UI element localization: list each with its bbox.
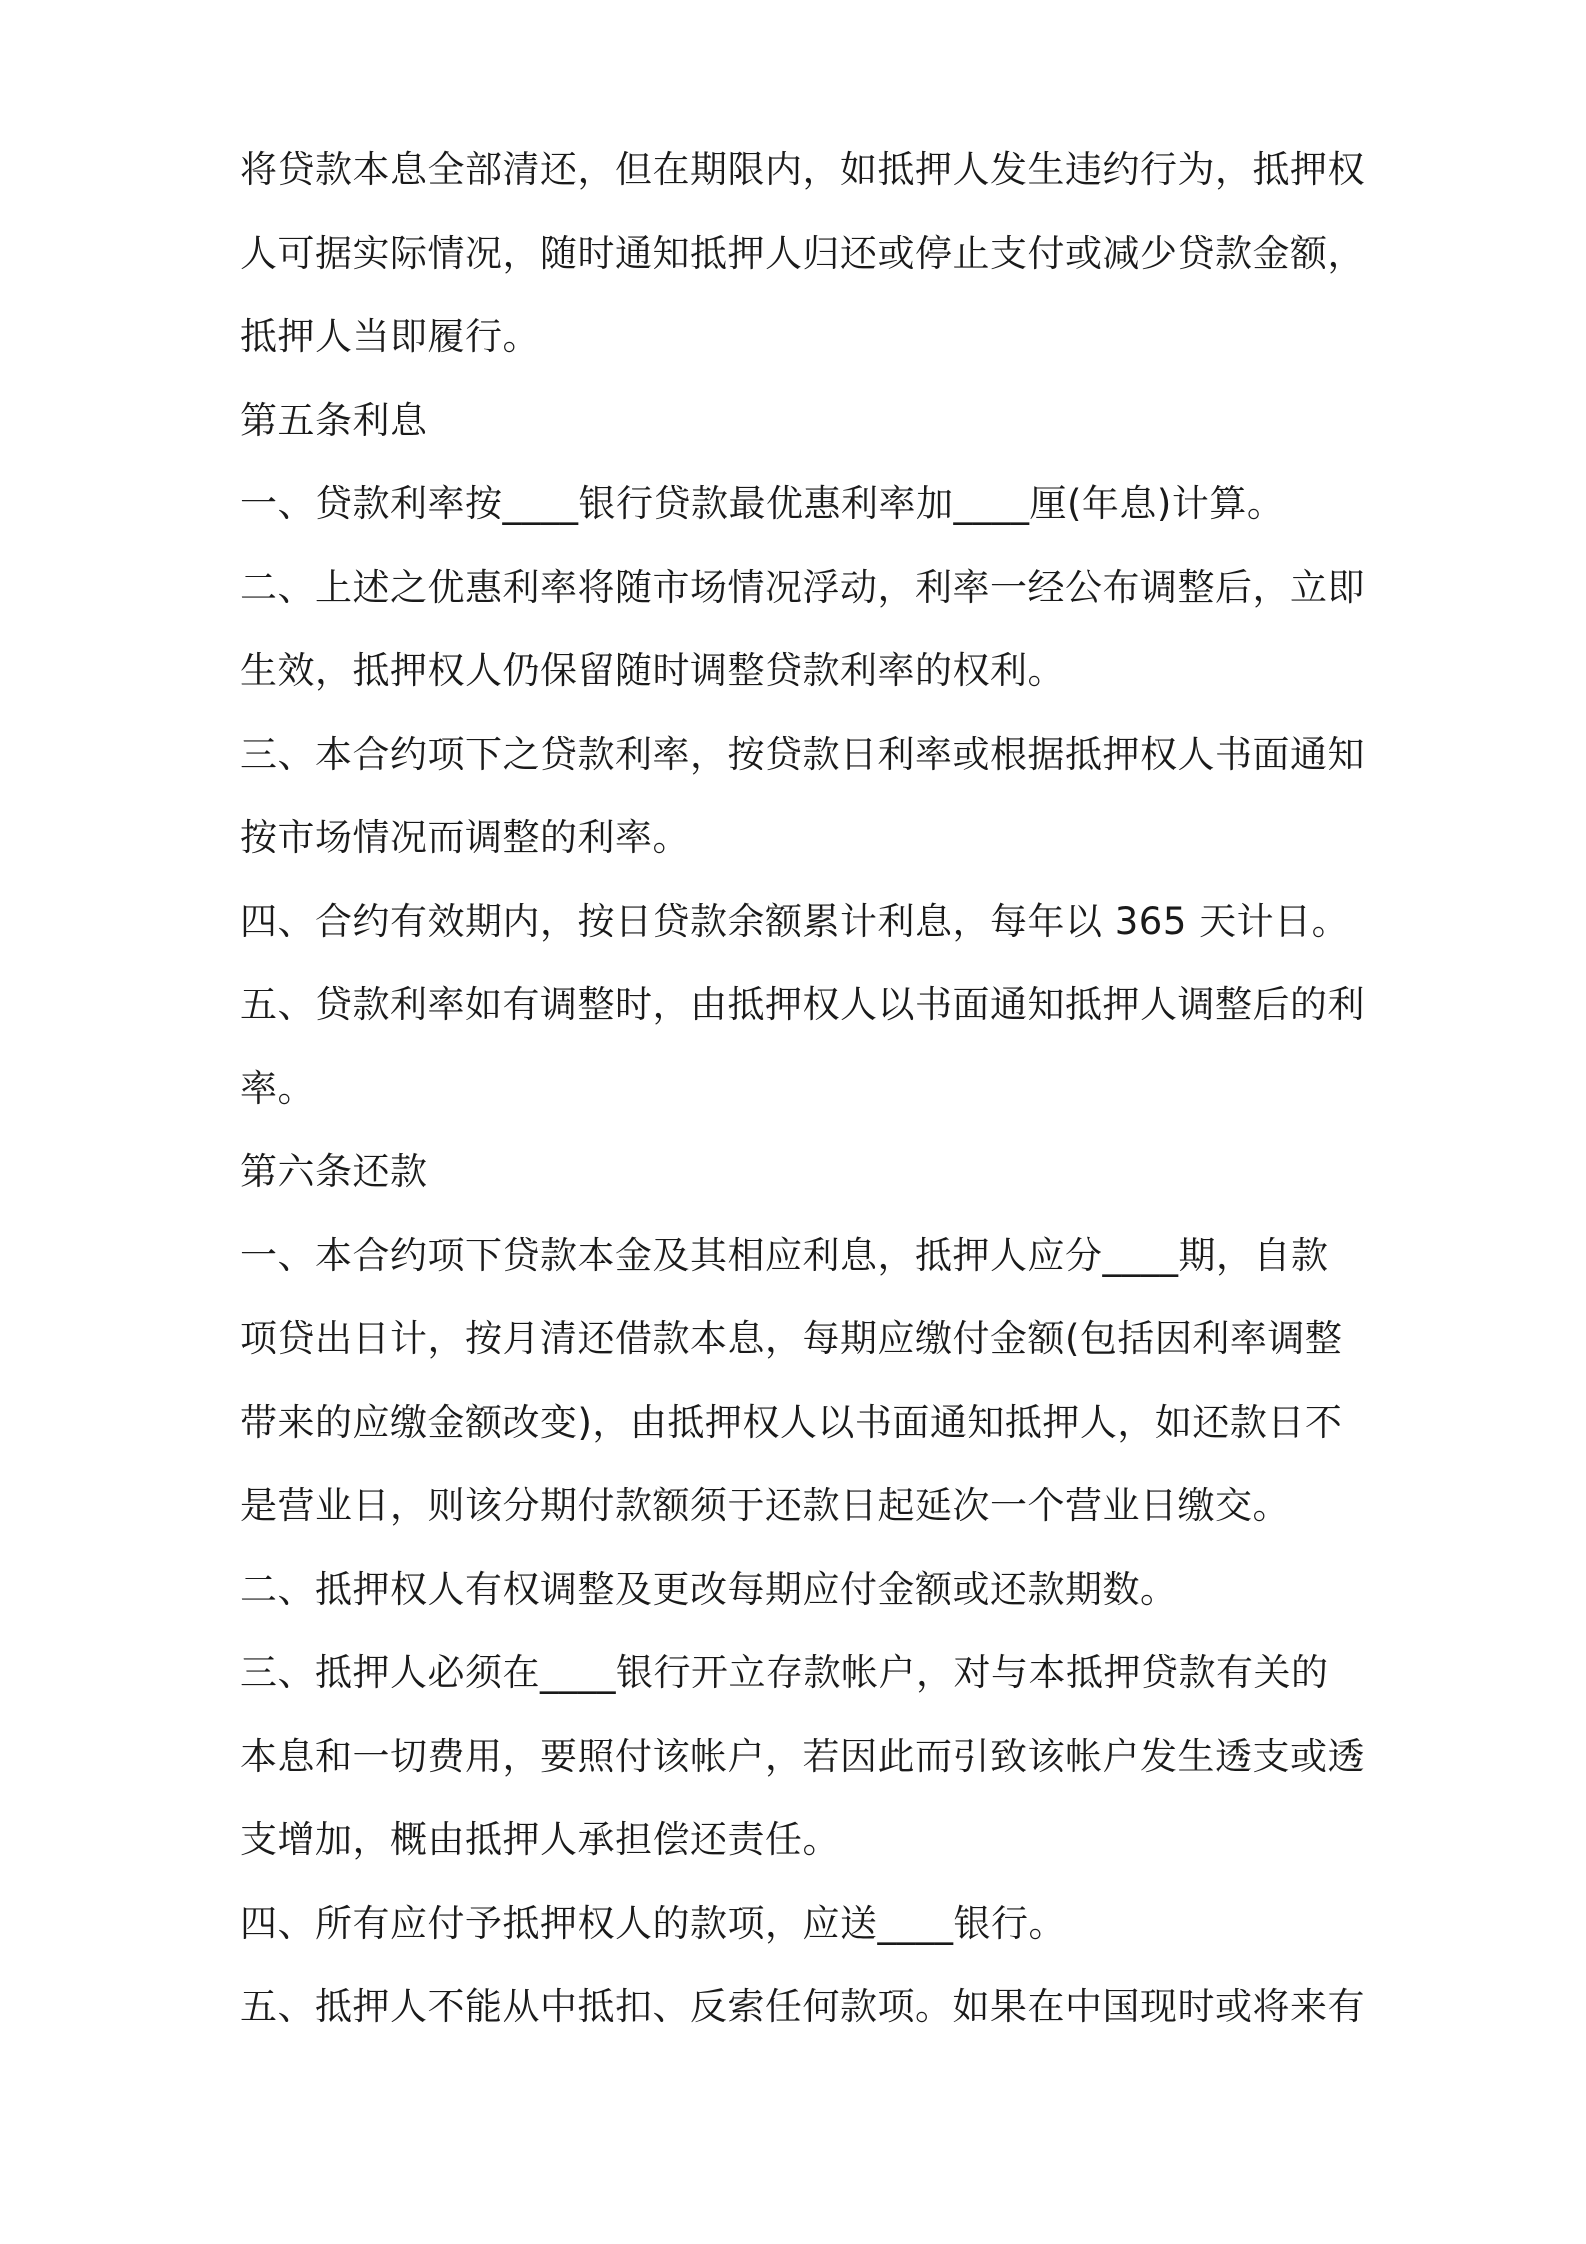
section-heading: 第五条利息 xyxy=(240,398,428,442)
text-line: 五、抵押人不能从中抵扣、反索任何款项。如果在中国现时或将来有 xyxy=(240,1985,1365,2028)
text-line: 二、上述之优惠利率将随市场情况浮动，利率一经公布调整后，立即 xyxy=(240,565,1365,609)
text-line: 三、抵押人必须在____银行开立存款帐户，对与本抵押贷款有关的 xyxy=(240,1651,1329,1694)
text-line: 一、本合约项下贷款本金及其相应利息，抵押人应分____期，自款 xyxy=(240,1233,1329,1277)
text-line: 生效，抵押权人仍保留随时调整贷款利率的权利。 xyxy=(240,649,1065,692)
text-line: 是营业日，则该分期付款额须于还款日起延次一个营业日缴交。 xyxy=(240,1484,1290,1527)
text-line: 抵押人当即履行。 xyxy=(240,315,540,358)
text-line: 四、所有应付予抵押权人的款项，应送____银行。 xyxy=(240,1901,1066,1945)
text-line: 带来的应缴金额改变)，由抵押权人以书面通知抵押人，如还款日不 xyxy=(240,1400,1343,1444)
section-heading: 第六条还款 xyxy=(240,1150,428,1193)
text-line: 项贷出日计，按月清还借款本息，每期应缴付金额(包括因利率调整 xyxy=(240,1317,1343,1360)
text-line: 按市场情况而调整的利率。 xyxy=(240,816,690,859)
text-line: 三、本合约项下之贷款利率，按贷款日利率或根据抵押权人书面通知 xyxy=(240,732,1365,776)
text-line: 二、抵押权人有权调整及更改每期应付金额或还款期数。 xyxy=(240,1567,1178,1611)
text-line: 人可据实际情况，随时通知抵押人归还或停止支付或减少贷款金额， xyxy=(240,231,1365,275)
text-line: 支增加，概由抵押人承担偿还责任。 xyxy=(240,1818,840,1861)
text-line: 一、贷款利率按____银行贷款最优惠利率加____厘(年息)计算。 xyxy=(240,482,1285,525)
text-line: 四、合约有效期内，按日贷款余额累计利息，每年以 365 天计日。 xyxy=(240,899,1350,943)
text-line: 率。 xyxy=(240,1066,315,1110)
document-body xyxy=(240,128,1365,2049)
text-line: 将贷款本息全部清还，但在期限内，如抵押人发生违约行为，抵押权 xyxy=(240,148,1365,191)
text-line: 五、贷款利率如有调整时，由抵押权人以书面通知抵押人调整后的利 xyxy=(240,983,1365,1026)
text-line: 本息和一切费用，要照付该帐户，若因此而引致该帐户发生透支或透 xyxy=(240,1734,1365,1778)
